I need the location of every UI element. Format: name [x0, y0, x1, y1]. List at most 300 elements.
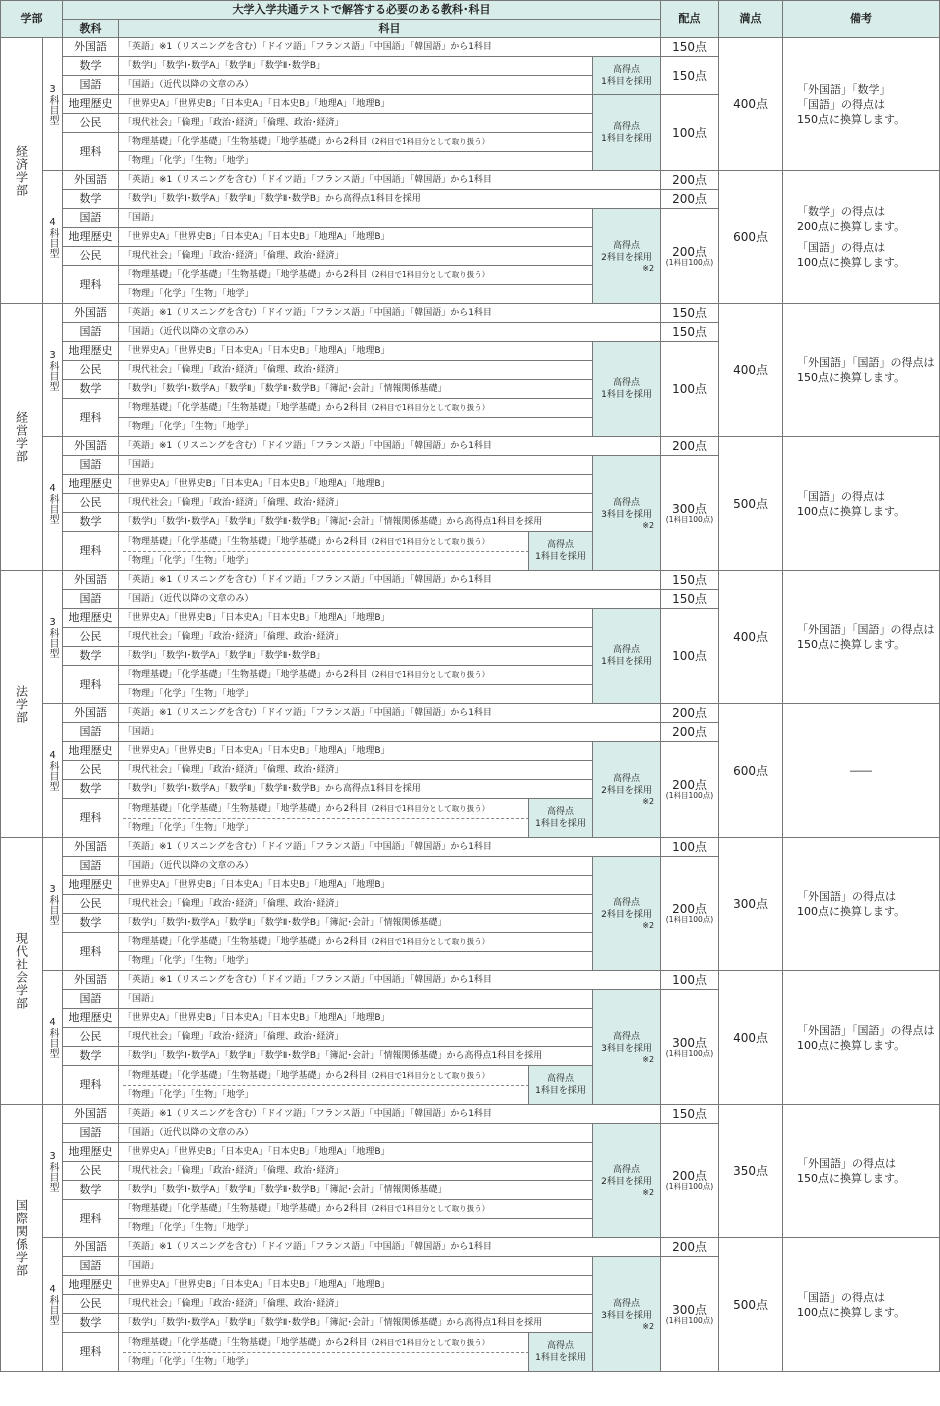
- high-score-count: 1科目を採用: [535, 819, 586, 829]
- selection-rule: [593, 857, 661, 971]
- remarks: [783, 437, 940, 571]
- remarks: [783, 838, 940, 971]
- per-subject-note: (1科目100点): [665, 514, 714, 524]
- subject-area: 地理歴史: [63, 475, 119, 494]
- subject-area: 公民: [63, 361, 119, 380]
- remarks: [783, 704, 940, 838]
- header-subjects: 科目: [119, 20, 661, 38]
- exam-type: [43, 704, 63, 838]
- points-value: 200点: [672, 1169, 707, 1183]
- high-score-select: [528, 532, 592, 570]
- high-score-count: 1科目を採用: [535, 1086, 586, 1096]
- table-row: [1, 971, 940, 990]
- exam-type: [43, 171, 63, 304]
- selection-rule: [593, 342, 661, 437]
- per-subject-note: (1科目100点): [665, 1182, 714, 1191]
- subject-area: 地理歴史: [63, 228, 119, 247]
- subject-note: （2科目で1科目分として取り扱う）: [367, 804, 490, 813]
- subject-area: 地理歴史: [63, 1009, 119, 1028]
- subject-area: 国語: [63, 209, 119, 228]
- full-score: 400点: [719, 971, 783, 1105]
- subject-content: 「国語」: [119, 456, 593, 475]
- subject-area: 外国語: [63, 304, 119, 323]
- subject-content: 「英語」※1（リスニングを含む）「ドイツ語」「フランス語」「中国語」「韓国語」から1科目: [119, 571, 661, 590]
- points-value: 100点: [672, 125, 707, 140]
- faculty-name: [1, 1105, 43, 1372]
- subject-content: [119, 799, 593, 838]
- points-value: 150点: [672, 68, 707, 83]
- subject-area: 外国語: [63, 971, 119, 990]
- high-score-select: [528, 799, 592, 837]
- points: 150点: [661, 323, 719, 342]
- subject-area: 国語: [63, 76, 119, 95]
- exam-type-label: 3科目型: [47, 349, 58, 391]
- subject-content: 「国語」: [119, 990, 593, 1009]
- remark-line: 150点に換算します。: [797, 112, 906, 126]
- subject-content-line: 「物理基礎」「化学基礎」「生物基礎」「地学基礎」から2科目（2科目で1科目分として取り扱う）: [123, 1333, 529, 1353]
- high-score-count: 3科目を採用: [601, 1043, 652, 1054]
- per-subject-note: (1科目100点): [665, 1315, 714, 1325]
- subject-area: 公民: [63, 895, 119, 914]
- subject-area: 公民: [63, 1162, 119, 1181]
- remark-line: 150点に換算します。: [797, 638, 906, 651]
- subject-content: 「国語」（近代以降の文章のみ）: [119, 1124, 593, 1143]
- points: 150点: [661, 38, 719, 57]
- subject-content-line: 「物理基礎」「化学基礎」「生物基礎」「地学基礎」から2科目（2科目で1科目分として取り扱う）: [123, 1066, 529, 1086]
- subject-area: 外国語: [63, 437, 119, 456]
- subject-note: （2科目で1科目分として取り扱う）: [367, 670, 490, 679]
- footnote-mark: ※2: [642, 1054, 655, 1064]
- remark-line: 100点に換算します。: [797, 256, 906, 269]
- points-value: 200点: [672, 778, 707, 792]
- subject-content: 「現代社会」「倫理」「政治･経済」「倫理、政治･経済」: [119, 1028, 593, 1047]
- points: [661, 857, 719, 971]
- subject-content: 「国語」: [119, 209, 593, 228]
- subject-content: 「数学Ⅰ」「数学Ⅰ･数学A」「数学Ⅱ」「数学Ⅱ･数学B」: [119, 647, 593, 666]
- exam-type-label: 3科目型: [47, 83, 58, 125]
- subject-note: （2科目で1科目分として取り扱う）: [367, 1338, 490, 1347]
- footnote-mark: ※2: [642, 797, 655, 806]
- subject-content: 「英語」※1（リスニングを含む）「ドイツ語」「フランス語」「中国語」「韓国語」から1科目: [119, 838, 661, 857]
- exam-type: [43, 38, 63, 171]
- points: [661, 209, 719, 304]
- points: 200点: [661, 1238, 719, 1257]
- remark-line: 「国語」の得点は: [797, 97, 886, 111]
- high-score-count: 1科目を採用: [535, 552, 586, 562]
- subject-area: 国語: [63, 323, 119, 342]
- footnote-mark: ※2: [642, 1188, 655, 1197]
- selection-rule: [593, 57, 661, 95]
- remark-line: 「外国語」の得点は: [797, 890, 897, 903]
- high-score-label: 高得点: [546, 1074, 574, 1084]
- subject-area: 国語: [63, 723, 119, 742]
- header-full-score: 満点: [719, 1, 783, 38]
- subject-area: 国語: [63, 590, 119, 609]
- faculty-name: [1, 571, 43, 838]
- points: 150点: [661, 571, 719, 590]
- subject-area: 公民: [63, 494, 119, 513]
- exam-type-label: 4科目型: [47, 1284, 58, 1325]
- subject-content: 「物理基礎」「化学基礎」「生物基礎」「地学基礎」から2科目（2科目で1科目分として取り扱う）: [119, 133, 593, 152]
- subject-area: 地理歴史: [63, 876, 119, 895]
- subject-area: 理科: [63, 799, 119, 838]
- subject-content: 「世界史A」「世界史B」「日本史A」「日本史B」「地理A」「地理B」: [119, 1276, 593, 1295]
- subject-area: 国語: [63, 990, 119, 1009]
- exam-type-label: 3科目型: [47, 883, 58, 925]
- subject-note: （2科目で1科目分として取り扱う）: [367, 137, 490, 146]
- points: 200点: [661, 171, 719, 190]
- points-value: 100点: [672, 649, 707, 663]
- subject-content: 「世界史A」「世界史B」「日本史A」「日本史B」「地理A」「地理B」: [119, 475, 593, 494]
- subject-note: （2科目で1科目分として取り扱う）: [367, 1071, 490, 1080]
- remark-line: 「国語」の得点は: [797, 241, 886, 254]
- subject-area: 外国語: [63, 1238, 119, 1257]
- subject-content: 「現代社会」「倫理」「政治･経済」「倫理、政治･経済」: [119, 247, 593, 266]
- subject-content: 「数学Ⅰ」「数学Ⅰ･数学A」「数学Ⅱ」「数学Ⅱ･数学B」「簿記･会計」「情報関係基礎」: [119, 1181, 593, 1200]
- subject-content: 「現代社会」「倫理」「政治･経済」「倫理、政治･経済」: [119, 895, 593, 914]
- subject-area: 数学: [63, 380, 119, 399]
- remark-line: 100点に換算します。: [797, 504, 906, 518]
- subject-content: 「世界史A」「世界史B」「日本史A」「日本史B」「地理A」「地理B」: [119, 342, 593, 361]
- exam-type: [43, 971, 63, 1105]
- footnote-mark: ※2: [642, 520, 655, 530]
- subject-content: 「世界史A」「世界史B」「日本史A」「日本史B」「地理A」「地理B」: [119, 228, 593, 247]
- subject-content-line: 「物理」「化学」「生物」「地学」: [123, 1357, 254, 1367]
- subject-area: 公民: [63, 761, 119, 780]
- subject-content: 「物理基礎」「化学基礎」「生物基礎」「地学基礎」から2科目（2科目で1科目分として取り扱う）: [119, 666, 593, 685]
- subject-content-line: 「物理基礎」「化学基礎」「生物基礎」「地学基礎」から2科目（2科目で1科目分として取り扱う）: [123, 799, 529, 819]
- points: 200点: [661, 723, 719, 742]
- remark-line: 「外国語」の得点は: [797, 1157, 897, 1170]
- subject-content: 「物理」「化学」「生物」「地学」: [119, 152, 593, 171]
- exam-type-label: 4科目型: [47, 483, 58, 524]
- selection-rule: [593, 1124, 661, 1238]
- exam-type-label: 3科目型: [47, 616, 58, 658]
- points-value: 200点: [672, 244, 707, 259]
- subject-area: 国語: [63, 857, 119, 876]
- high-score-select: [528, 1333, 592, 1371]
- exam-type-label: 4科目型: [47, 750, 58, 791]
- full-score: 600点: [719, 171, 783, 304]
- points: [661, 742, 719, 838]
- selection-rule: [593, 742, 661, 838]
- table-row: [1, 704, 940, 723]
- subject-content: 「物理基礎」「化学基礎」「生物基礎」「地学基礎」から2科目（2科目で1科目分として取り扱う）: [119, 1200, 593, 1219]
- subject-content-line: 「物理」「化学」「生物」「地学」: [123, 1090, 254, 1100]
- subject-area: 数学: [63, 190, 119, 209]
- high-score-count: 1科目を採用: [601, 76, 652, 87]
- high-score-count: 1科目を採用: [601, 657, 652, 667]
- points: [661, 1257, 719, 1372]
- high-score-count: 1科目を採用: [601, 133, 652, 144]
- subject-area: 公民: [63, 1028, 119, 1047]
- header-subject-area: 教科: [63, 20, 119, 38]
- subject-area: 理科: [63, 532, 119, 571]
- table-row: [1, 437, 940, 456]
- subject-content: 「国語」: [119, 1257, 593, 1276]
- subject-content: 「世界史A」「世界史B」「日本史A」「日本史B」「地理A」「地理B」: [119, 1009, 593, 1028]
- subject-content: 「現代社会」「倫理」「政治･経済」「倫理、政治･経済」: [119, 1295, 593, 1314]
- subject-area: 国語: [63, 1257, 119, 1276]
- subject-content: 「物理」「化学」「生物」「地学」: [119, 418, 593, 437]
- subject-content: 「現代社会」「倫理」「政治･経済」「倫理、政治･経済」: [119, 361, 593, 380]
- points-value: 300点: [672, 1035, 707, 1050]
- subject-content: 「数学Ⅰ」「数学Ⅰ･数学A」「数学Ⅱ」「数学Ⅱ･数学B」から高得点1科目を採用: [119, 780, 593, 799]
- subject-note: （2科目で1科目分として取り扱う）: [367, 403, 490, 412]
- high-score-count: 2科目を採用: [601, 252, 652, 263]
- subject-content: 「国語」（近代以降の文章のみ）: [119, 76, 593, 95]
- subject-content: 「英語」※1（リスニングを含む）「ドイツ語」「フランス語」「中国語」「韓国語」から1科目: [119, 304, 661, 323]
- subject-content: 「英語」※1（リスニングを含む）「ドイツ語」「フランス語」「中国語」「韓国語」から1科目: [119, 971, 661, 990]
- high-score-label: 高得点: [613, 240, 641, 251]
- selection-rule: [593, 990, 661, 1105]
- remarks: [783, 38, 940, 171]
- remark-line: 150点に換算します。: [797, 1172, 906, 1185]
- points: 200点: [661, 190, 719, 209]
- high-score-label: 高得点: [613, 1165, 641, 1175]
- exam-type: [43, 838, 63, 971]
- subject-content: 「物理基礎」「化学基礎」「生物基礎」「地学基礎」から2科目（2科目で1科目分として取り扱う）: [119, 399, 593, 418]
- subject-area: 理科: [63, 933, 119, 971]
- subject-area: 外国語: [63, 38, 119, 57]
- subject-content: 「物理」「化学」「生物」「地学」: [119, 685, 593, 704]
- exam-type-label: 4科目型: [47, 1017, 58, 1058]
- subject-area: 数学: [63, 1314, 119, 1333]
- subject-content: 「国語」: [119, 723, 661, 742]
- subject-content: 「世界史A」「世界史B」「日本史A」「日本史B」「地理A」「地理B」: [119, 609, 593, 628]
- per-subject-note: (1科目100点): [665, 915, 714, 924]
- full-score: 400点: [719, 38, 783, 171]
- faculty-label: 現代社会学部: [14, 932, 29, 1010]
- points: 200点: [661, 704, 719, 723]
- per-subject-note: (1科目100点): [665, 257, 714, 267]
- subject-content: [119, 1333, 593, 1372]
- high-score-label: 高得点: [613, 121, 641, 132]
- subject-area: 公民: [63, 1295, 119, 1314]
- subject-area: 地理歴史: [63, 1143, 119, 1162]
- points: 150点: [661, 304, 719, 323]
- exam-type: [43, 437, 63, 571]
- high-score-count: 3科目を採用: [601, 509, 652, 520]
- subject-content: 「数学Ⅰ」「数学Ⅰ･数学A」「数学Ⅱ」「数学Ⅱ･数学B」: [119, 57, 593, 76]
- subject-content: 「物理基礎」「化学基礎」「生物基礎」「地学基礎」から2科目（2科目で1科目分として取り扱う）: [119, 266, 593, 285]
- subject-content: 「現代社会」「倫理」「政治･経済」「倫理、政治･経済」: [119, 1162, 593, 1181]
- subject-area: 理科: [63, 666, 119, 704]
- points: 100点: [661, 971, 719, 990]
- subject-content-line: 「物理基礎」「化学基礎」「生物基礎」「地学基礎」から2科目（2科目で1科目分として取り扱う）: [123, 532, 529, 552]
- remark-line: 「数学」の得点は: [797, 205, 886, 218]
- remarks: [783, 1105, 940, 1238]
- high-score-label: 高得点: [613, 898, 641, 908]
- subject-content: 「英語」※1（リスニングを含む）「ドイツ語」「フランス語」「中国語」「韓国語」から1科目: [119, 437, 661, 456]
- table-body: [1, 38, 940, 1372]
- exam-type: [43, 571, 63, 704]
- remark-line: 「外国語」「数学」: [797, 82, 891, 96]
- table-row: [1, 171, 940, 190]
- subject-area: 数学: [63, 780, 119, 799]
- subject-content: 「物理」「化学」「生物」「地学」: [119, 952, 593, 971]
- selection-rule: [593, 209, 661, 304]
- points: [661, 95, 719, 171]
- subject-content: 「現代社会」「倫理」「政治･経済」「倫理、政治･経済」: [119, 761, 593, 780]
- table-row: [1, 1105, 940, 1124]
- exam-type: [43, 304, 63, 437]
- high-score-label: 高得点: [613, 378, 641, 388]
- subject-area: 数学: [63, 1047, 119, 1066]
- full-score: 400点: [719, 571, 783, 704]
- points: 100点: [661, 838, 719, 857]
- subject-area: 理科: [63, 1333, 119, 1372]
- subject-area: 地理歴史: [63, 742, 119, 761]
- subject-content: 「世界史A」「世界史B」「日本史A」「日本史B」「地理A」「地理B」: [119, 95, 593, 114]
- subject-content: 「英語」※1（リスニングを含む）「ドイツ語」「フランス語」「中国語」「韓国語」から1科目: [119, 1238, 661, 1257]
- subject-content: 「数学Ⅰ」「数学Ⅰ･数学A」「数学Ⅱ」「数学Ⅱ･数学B」「簿記･会計」「情報関係基礎」: [119, 914, 593, 933]
- full-score: 400点: [719, 304, 783, 437]
- full-score: 500点: [719, 1238, 783, 1372]
- subject-content: 「数学Ⅰ」「数学Ⅰ･数学A」「数学Ⅱ」「数学Ⅱ･数学B」「簿記･会計」「情報関係基礎」から高得点1科目を採用: [119, 513, 593, 532]
- subject-content: 「物理」「化学」「生物」「地学」: [119, 1219, 593, 1238]
- subject-content: 「世界史A」「世界史B」「日本史A」「日本史B」「地理A」「地理B」: [119, 876, 593, 895]
- faculty-label: 経営学部: [14, 411, 29, 463]
- remarks: [783, 171, 940, 304]
- high-score-label: 高得点: [613, 1298, 641, 1309]
- subject-note: （2科目で1科目分として取り扱う）: [367, 537, 490, 546]
- points: [661, 57, 719, 95]
- subject-content: 「世界史A」「世界史B」「日本史A」「日本史B」「地理A」「地理B」: [119, 1143, 593, 1162]
- header-remarks: 備考: [783, 1, 940, 38]
- remark-line: 150点に換算します。: [797, 371, 906, 384]
- faculty-name: [1, 38, 43, 304]
- subject-area: 外国語: [63, 838, 119, 857]
- remark-line: 100点に換算します。: [797, 1305, 906, 1319]
- faculty-label: 経済学部: [14, 144, 29, 197]
- points: 150点: [661, 1105, 719, 1124]
- selection-rule: [593, 1257, 661, 1372]
- points: 150点: [661, 590, 719, 609]
- full-score: 500点: [719, 437, 783, 571]
- subject-area: 公民: [63, 247, 119, 266]
- subject-content: 「国語」（近代以降の文章のみ）: [119, 323, 661, 342]
- subject-area: 国語: [63, 456, 119, 475]
- footnote-mark: ※2: [642, 1321, 655, 1331]
- subject-note: （2科目で1科目分として取り扱う）: [367, 270, 490, 279]
- subject-content: 「国語」（近代以降の文章のみ）: [119, 590, 661, 609]
- subject-content: 「英語」※1（リスニングを含む）「ドイツ語」「フランス語」「中国語」「韓国語」から1科目: [119, 704, 661, 723]
- remark-line: 「外国語」「国語」の得点は: [797, 1023, 935, 1037]
- selection-rule: [593, 609, 661, 704]
- per-subject-note: (1科目100点): [665, 1048, 714, 1058]
- remarks: [783, 971, 940, 1105]
- full-score: 600点: [719, 704, 783, 838]
- remark-line: 「国語」の得点は: [797, 1290, 886, 1304]
- points-value: 100点: [672, 382, 707, 396]
- subject-content: 「英語」※1（リスニングを含む）「ドイツ語」「フランス語」「中国語」「韓国語」から1科目: [119, 171, 661, 190]
- remarks: [783, 1238, 940, 1372]
- subject-area: 理科: [63, 399, 119, 437]
- remarks: [783, 571, 940, 704]
- subject-area: 数学: [63, 1181, 119, 1200]
- high-score-count: 3科目を採用: [601, 1310, 652, 1321]
- subject-area: 地理歴史: [63, 95, 119, 114]
- subject-area: 地理歴史: [63, 1276, 119, 1295]
- subject-content: 「英語」※1（リスニングを含む）「ドイツ語」「フランス語」「中国語」「韓国語」から1科目: [119, 38, 661, 57]
- subject-area: 数学: [63, 914, 119, 933]
- exam-type: [43, 1238, 63, 1372]
- subject-content: 「数学Ⅰ」「数学Ⅰ･数学A」「数学Ⅱ」「数学Ⅱ･数学B」から高得点1科目を採用: [119, 190, 661, 209]
- subject-area: 地理歴史: [63, 342, 119, 361]
- subject-area: 外国語: [63, 704, 119, 723]
- points: [661, 609, 719, 704]
- subject-content: [119, 532, 593, 571]
- remark-line: 「外国語」「国語」の得点は: [797, 623, 935, 636]
- points: [661, 342, 719, 437]
- exam-type: [43, 1105, 63, 1238]
- high-score-label: 高得点: [546, 1341, 574, 1351]
- remark-line: 「国語」の得点は: [797, 489, 886, 503]
- subject-area: 外国語: [63, 1105, 119, 1124]
- high-score-label: 高得点: [546, 540, 574, 550]
- high-score-label: 高得点: [613, 64, 641, 75]
- exam-type-label: 4科目型: [47, 216, 58, 258]
- subject-area: 地理歴史: [63, 609, 119, 628]
- table-row: [1, 571, 940, 590]
- table-row: [1, 1238, 940, 1257]
- subject-area: 数学: [63, 57, 119, 76]
- subject-content: 「現代社会」「倫理」「政治･経済」「倫理、政治･経済」: [119, 494, 593, 513]
- high-score-label: 高得点: [613, 645, 641, 655]
- footnote-mark: ※2: [642, 263, 655, 273]
- subject-area: 外国語: [63, 571, 119, 590]
- high-score-label: 高得点: [546, 807, 574, 817]
- high-score-label: 高得点: [613, 1031, 641, 1042]
- subject-content-line: 「物理」「化学」「生物」「地学」: [123, 823, 254, 833]
- subject-note: （2科目で1科目分として取り扱う）: [367, 1204, 490, 1213]
- footnote-mark: ※2: [642, 921, 655, 930]
- subject-area: 公民: [63, 114, 119, 133]
- high-score-count: 2科目を採用: [601, 786, 652, 796]
- subject-area: 理科: [63, 266, 119, 304]
- subject-area: 数学: [63, 513, 119, 532]
- remark-line: 100点に換算します。: [797, 905, 906, 918]
- points-value: 200点: [672, 902, 707, 916]
- per-subject-note: (1科目100点): [665, 791, 714, 800]
- subject-content-line: 「物理」「化学」「生物」「地学」: [123, 556, 254, 566]
- points: [661, 990, 719, 1105]
- remark-line: 100点に換算します。: [797, 1038, 906, 1052]
- subject-content: 「国語」（近代以降の文章のみ）: [119, 857, 593, 876]
- exam-type-label: 3科目型: [47, 1150, 58, 1192]
- high-score-select: [528, 1066, 592, 1104]
- high-score-count: 2科目を採用: [601, 910, 652, 920]
- points: [661, 456, 719, 571]
- table-row: [1, 304, 940, 323]
- subject-area: 公民: [63, 628, 119, 647]
- remark-line: ――: [850, 764, 873, 777]
- header-allocation: 配点: [661, 1, 719, 38]
- subject-area: 理科: [63, 1066, 119, 1105]
- remark-line: 200点に換算します。: [797, 220, 906, 233]
- remark-line: 「外国語」「国語」の得点は: [797, 356, 935, 369]
- high-score-count: 2科目を採用: [601, 1177, 652, 1187]
- full-score: 300点: [719, 838, 783, 971]
- points: [661, 1124, 719, 1238]
- selection-rule: [593, 456, 661, 571]
- high-score-count: 1科目を採用: [601, 390, 652, 400]
- subject-content: [119, 1066, 593, 1105]
- subject-content: 「物理」「化学」「生物」「地学」: [119, 285, 593, 304]
- selection-rule: [593, 95, 661, 171]
- subject-content: 「現代社会」「倫理」「政治･経済」「倫理、政治･経済」: [119, 114, 593, 133]
